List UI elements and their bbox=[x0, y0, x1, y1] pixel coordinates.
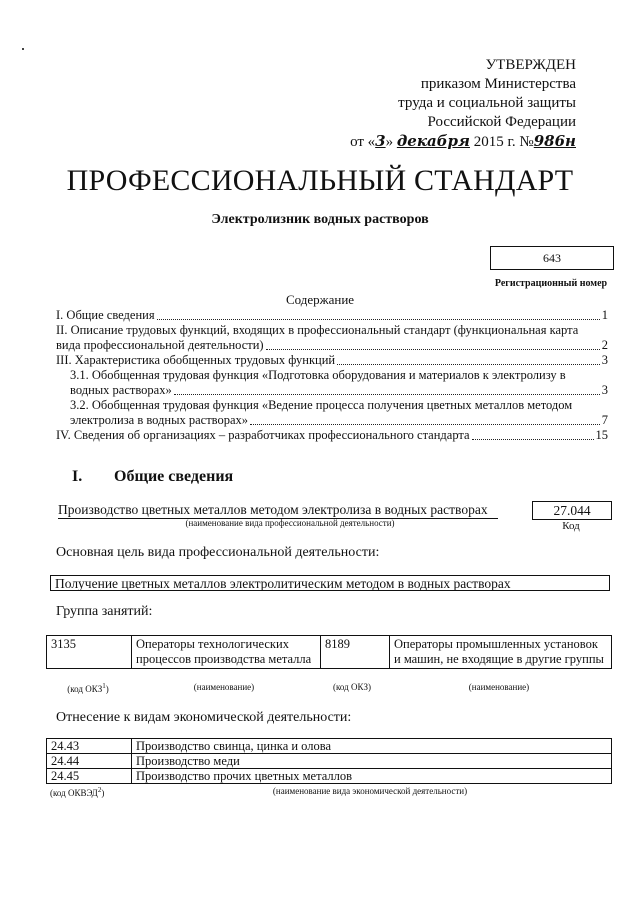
section-number: I. bbox=[72, 468, 83, 485]
approval-date: от «3» декабря 2015 г. №986н bbox=[350, 132, 576, 150]
toc-page: 3 bbox=[601, 383, 608, 397]
document-subtitle: Электролизник водных растворов bbox=[211, 212, 429, 227]
approval-line: труда и социальной защиты bbox=[398, 95, 576, 111]
activity-kind: Производство цветных металлов методом электролиза в водных растворах bbox=[58, 502, 498, 519]
econ-name: Производство свинца, цинка и олова bbox=[132, 739, 612, 754]
toc-leader bbox=[472, 439, 594, 440]
economic-activity-table bbox=[46, 738, 612, 784]
group-caption-name: (наименование) bbox=[193, 682, 255, 692]
group-name: Операторы технологических процессов производства металла bbox=[132, 636, 321, 669]
approval-line: приказом Министерства bbox=[420, 76, 576, 92]
toc-page: 1 bbox=[601, 308, 608, 322]
toc-leader bbox=[157, 319, 600, 320]
goal-box: Получение цветных металлов электролитическим методом в водных растворах bbox=[50, 575, 610, 591]
toc-entry[interactable]: I. Общие сведения 1 bbox=[56, 308, 608, 322]
approval-line: Российской Федерации bbox=[427, 114, 576, 130]
goal-label: Основная цель вида профессиональной деятельности: bbox=[56, 545, 380, 560]
table-row bbox=[47, 739, 612, 754]
econ-code: 24.43 bbox=[47, 739, 132, 754]
econ-code: 24.45 bbox=[47, 769, 132, 784]
scan-speck bbox=[22, 48, 24, 50]
table-row bbox=[47, 754, 612, 769]
econ-name: Производство меди bbox=[132, 754, 612, 769]
toc-entry[interactable]: 3.2. Обобщенная трудовая функция «Ведение процесса получения цветных металлов методом электролиза в водных растворах» 7 bbox=[70, 398, 608, 427]
occupation-group-table bbox=[46, 635, 612, 669]
group-caption-name: (наименование) bbox=[468, 682, 530, 692]
approval-line: УТВЕРЖДЕН bbox=[485, 57, 576, 73]
econ-code: 24.44 bbox=[47, 754, 132, 769]
toc-entry[interactable]: 3.1. Обобщенная трудовая функция «Подготовка оборудования и материалов к электролизу в водных растворах» 3 bbox=[70, 368, 608, 397]
handwritten-number: 986н bbox=[533, 132, 576, 150]
toc-leader bbox=[337, 364, 600, 365]
registration-number-label: Регистрационный номер bbox=[494, 278, 608, 289]
group-caption-code: (код ОКЗ$^1$) bbox=[67, 682, 109, 694]
econ-name: Производство прочих цветных металлов bbox=[132, 769, 612, 784]
toc-heading: Содержание bbox=[285, 292, 355, 307]
group-label: Группа занятий: bbox=[56, 604, 153, 619]
table-of-contents bbox=[56, 308, 608, 443]
toc-leader bbox=[250, 424, 600, 425]
econ-caption-name: (наименование вида экономической деятельности) bbox=[272, 786, 468, 796]
table-row bbox=[47, 769, 612, 784]
handwritten-day: 3 bbox=[375, 132, 386, 150]
activity-code-caption: Код bbox=[562, 520, 580, 532]
toc-entry[interactable]: II. Описание трудовых функций, входящих в профессиональный стандарт (функциональная карта вида профессиональной деятельности) 2 bbox=[56, 323, 608, 352]
toc-page: 2 bbox=[601, 338, 608, 352]
group-code: 3135 bbox=[47, 636, 132, 669]
econ-caption-code: (код ОКВЭД$^2$) bbox=[50, 786, 105, 798]
toc-page: 3 bbox=[601, 353, 608, 367]
group-code: 8189 bbox=[321, 636, 390, 669]
toc-leader bbox=[174, 394, 600, 395]
table-row bbox=[47, 636, 612, 669]
activity-code-box: 27.044 bbox=[532, 501, 612, 520]
toc-entry[interactable]: III. Характеристика обобщенных трудовых функций 3 bbox=[56, 353, 608, 367]
group-name: Операторы промышленных установок и машин, не входящие в другие группы bbox=[390, 636, 612, 669]
group-caption-code: (код ОКЗ) bbox=[333, 682, 371, 692]
section-heading bbox=[72, 468, 233, 486]
toc-entry[interactable]: IV. Сведения об организациях – разработчиках профессионального стандарта 15 bbox=[56, 428, 608, 442]
activity-kind-caption: (наименование вида профессиональной деятельности) bbox=[185, 518, 395, 528]
toc-page: 15 bbox=[595, 428, 608, 442]
document-title: ПРОФЕССИОНАЛЬНЫЙ СТАНДАРТ bbox=[66, 164, 574, 197]
approval-stamp bbox=[336, 56, 576, 152]
registration-number-box: 643 bbox=[490, 246, 614, 270]
section-title: Общие сведения bbox=[114, 468, 234, 485]
toc-page: 7 bbox=[601, 413, 608, 427]
econ-label: Отнесение к видам экономической деятельности: bbox=[56, 710, 352, 725]
handwritten-month: декабря bbox=[396, 132, 470, 150]
toc-leader bbox=[266, 349, 600, 350]
